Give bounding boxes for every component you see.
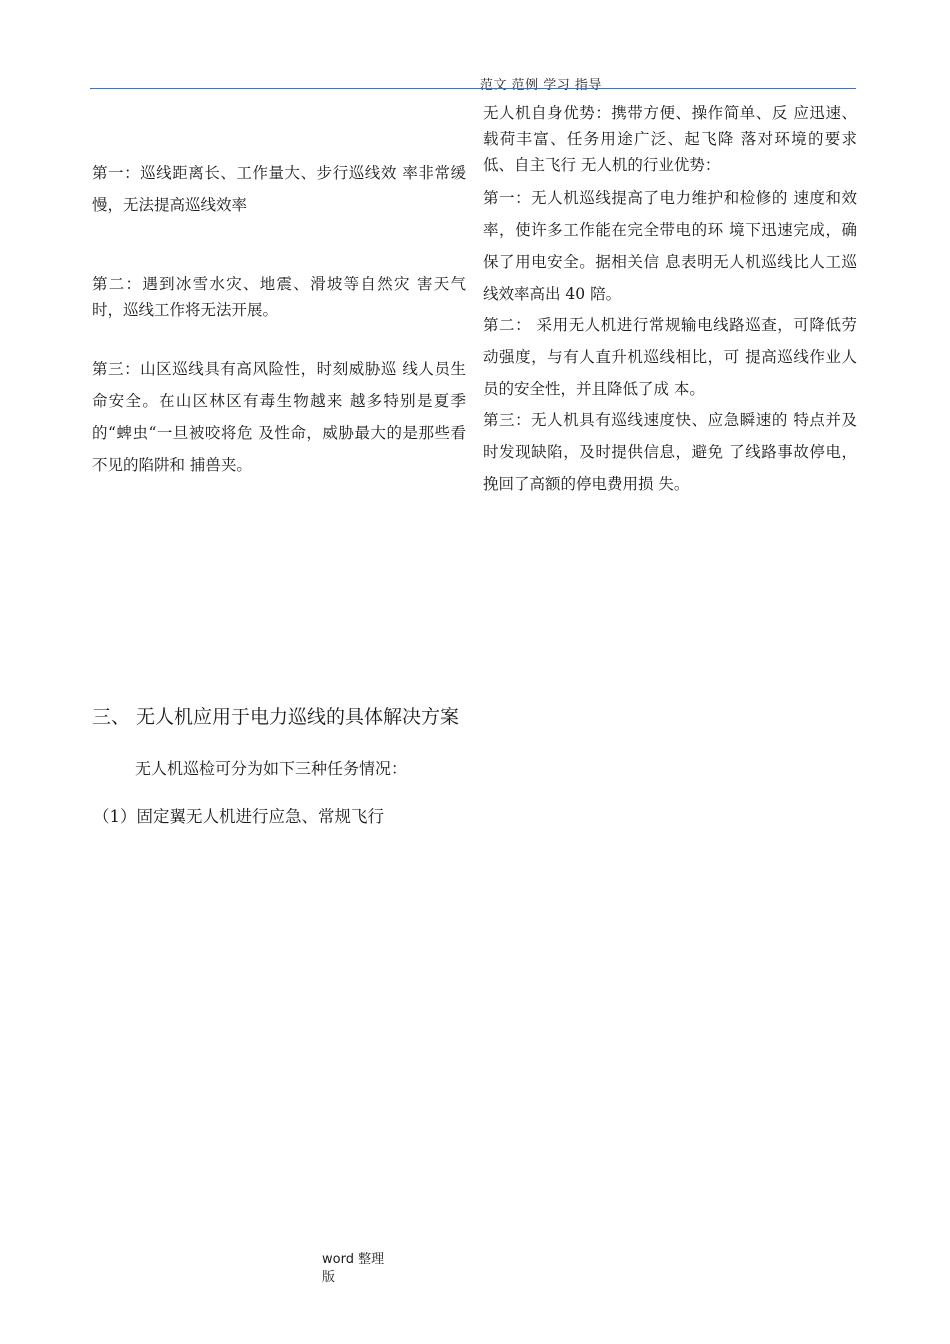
section-heading: 三、 无人机应用于电力巡线的具体解决方案: [92, 706, 460, 728]
right-paragraph-1: 第一：无人机巡线提高了电力维护和检修的 速度和效率，使许多工作能在完全带电的环 境下迅速完成，确保了用电安全。据相关信 息表明无人机巡线比人工巡线效率高出 40 陪。: [483, 189, 857, 303]
left-paragraph-2: 第二：遇到冰雪水灾、地震、滑坡等自然灾 害天气时，巡线工作将无法开展。: [92, 275, 466, 319]
footer-line-1: word 整理: [322, 1252, 385, 1267]
right-paragraph-2: 第二： 采用无人机进行常规输电线路巡查，可降低劳动强度，与有人直升机巡线相比，可 提高巡线作业人员的安全性，并且降低了成 本。: [483, 316, 857, 398]
left-paragraph-1: 第一：巡线距离长、工作量大、步行巡线效 率非常缓慢，无法提高巡线效率: [92, 164, 466, 214]
page-footer: [322, 1251, 412, 1287]
section-intro: 无人机巡检可分为如下三种任务情况：: [135, 759, 408, 778]
right-intro-paragraph: 无人机自身优势：携带方便、操作简单、反 应迅速、载荷丰富、任务用途广泛、起飞降 落对环境的要求低、自主飞行 无人机的行业优势：: [483, 104, 857, 174]
header-text: 范文 范例 学习 指导: [480, 78, 602, 93]
header-divider: [90, 88, 856, 89]
left-paragraph-3: 第三：山区巡线具有高风险性，时刻威胁巡 线人员生命安全。在山区林区有毒生物越来 越多特别是夏季的“蜱虫“一旦被咬将危 及性命，威胁最大的是那些看不见的陷阱和 捕兽夹。: [92, 360, 466, 474]
right-paragraph-3: 第三：无人机具有巡线速度快、应急瞬速的 特点并及时发现缺陷，及时提供信息，避免 了线路事故停电，挽回了高额的停电费用损 失。: [483, 411, 857, 493]
footer-line-2: 版: [322, 1270, 336, 1285]
list-item-1: （1）固定翼无人机进行应急、常规飞行: [93, 807, 384, 826]
